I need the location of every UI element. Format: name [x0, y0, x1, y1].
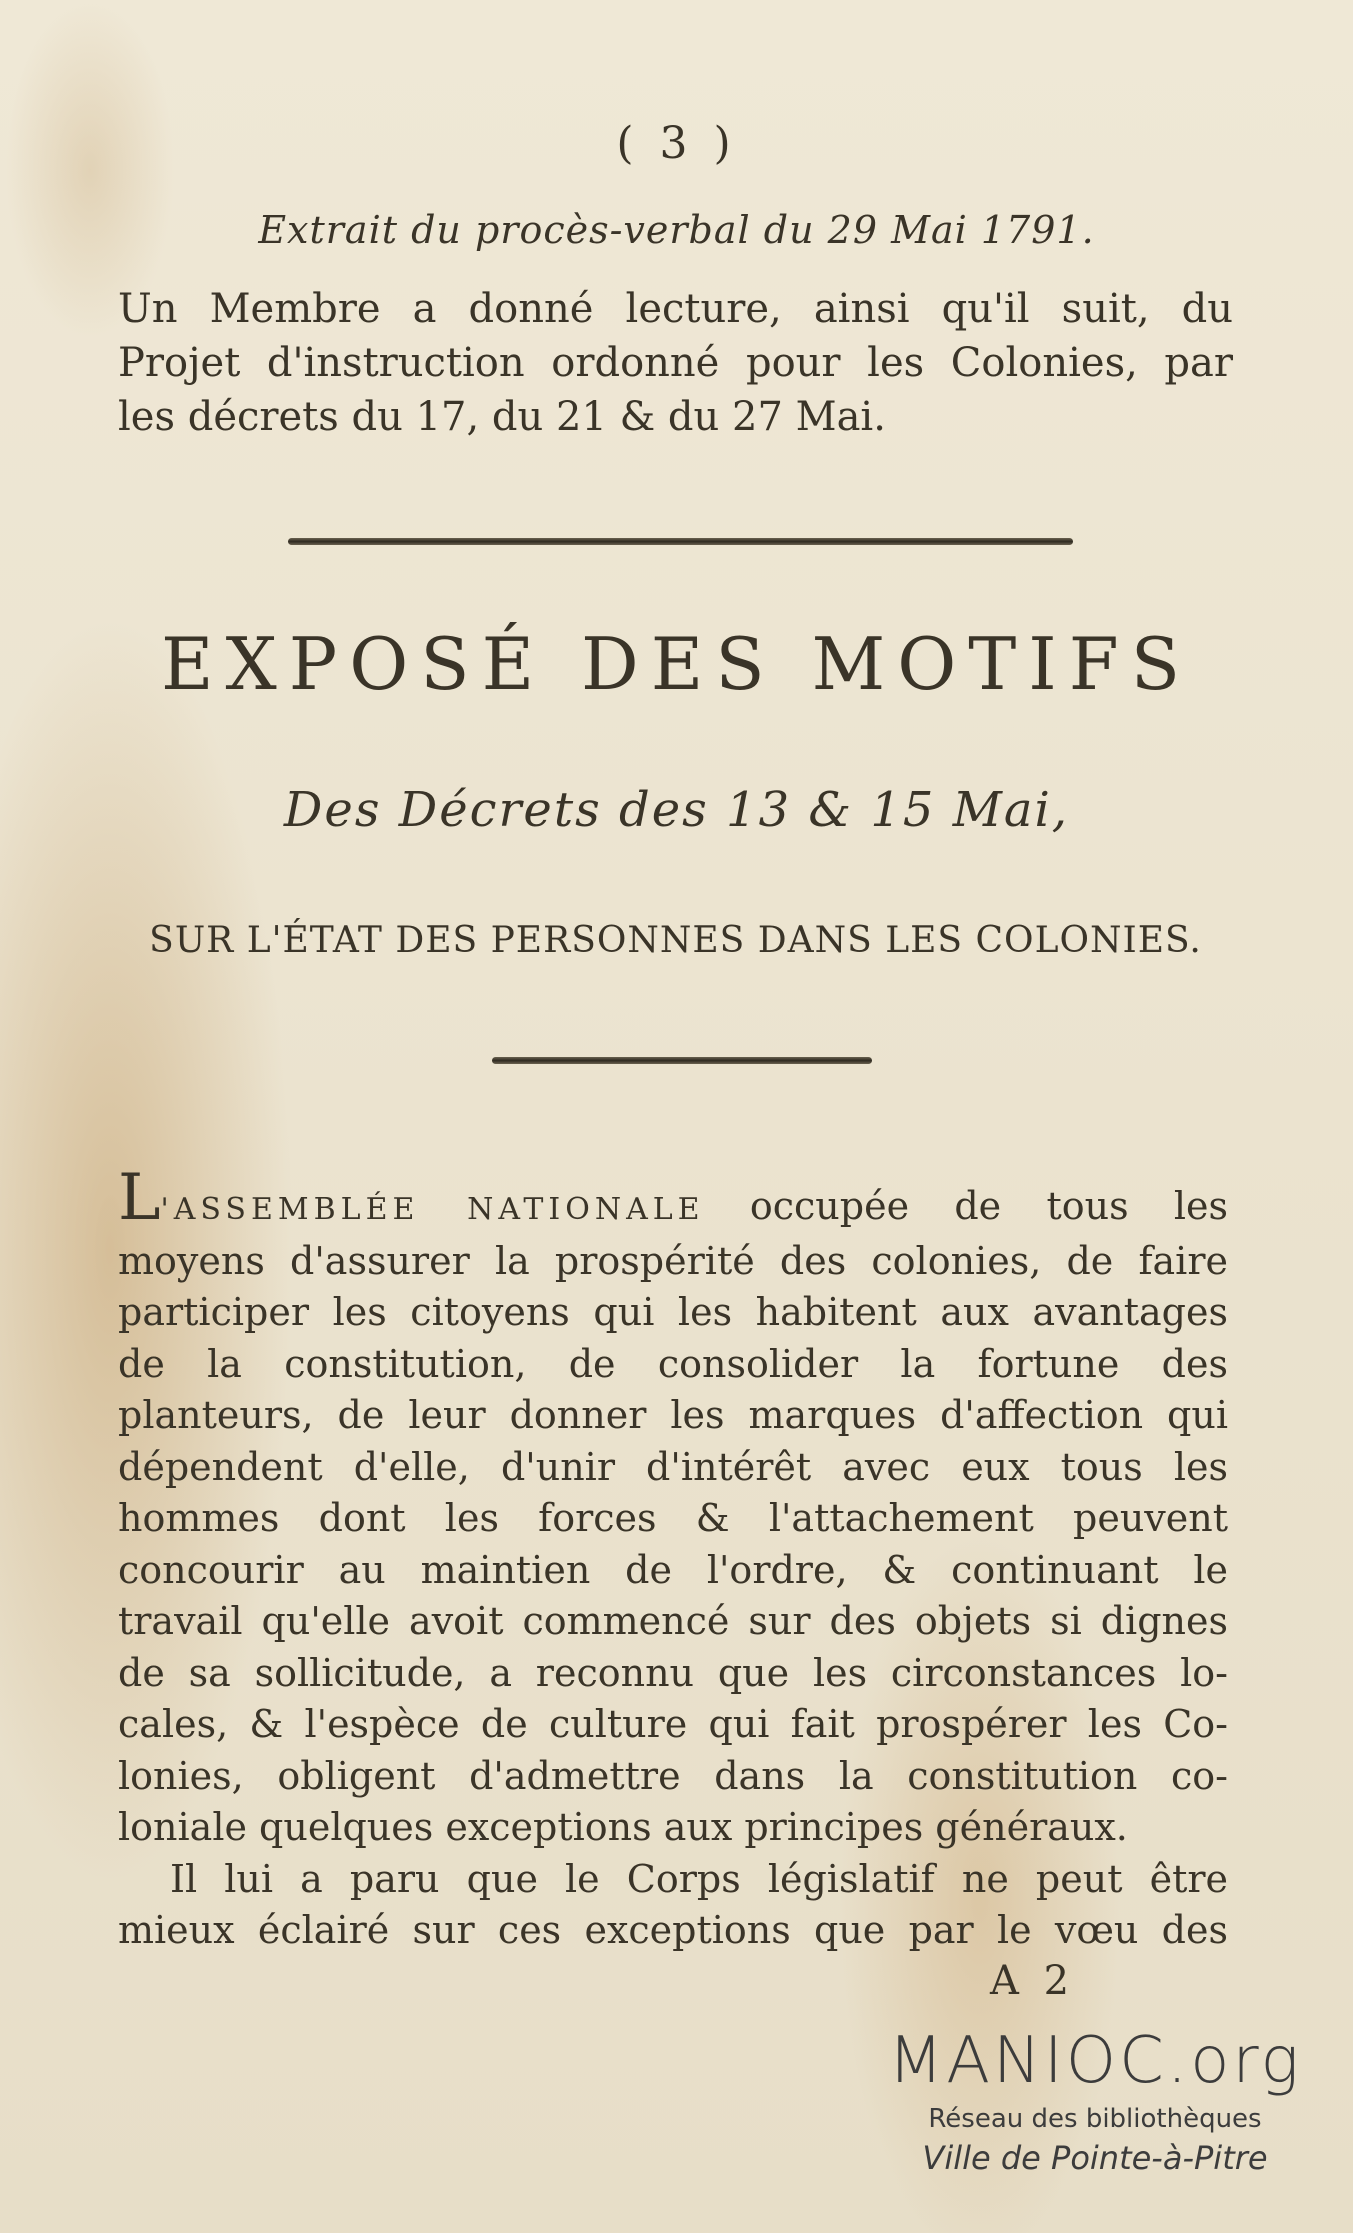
manioc-watermark	[870, 2025, 1320, 2179]
watermark-network: Réseau des bibliothèques	[928, 2104, 1262, 2134]
body-line: lonies, obligent d'admettre dans la constitution co-	[118, 1753, 1228, 1798]
watermark-city: Ville de Pointe-à-Pitre	[922, 2139, 1268, 2177]
small-caps-opening: 'ASSEMBLÉE NATIONALE	[160, 1192, 705, 1227]
body-line: planteurs, de leur donner les marques d'affection qui	[118, 1393, 1228, 1437]
body-line: hommes dont les forces & l'attachement peuvent	[118, 1496, 1228, 1540]
body-line: de la constitution, de consolider la fortune des	[118, 1341, 1228, 1386]
body-line: cales, & l'espèce de culture qui fait prospérer les Co-	[118, 1702, 1228, 1746]
first-line-rest: occupée de tous les	[749, 1184, 1228, 1228]
main-title: EXPOSÉ DES MOTIFS	[160, 622, 1193, 706]
subtitle: Des Décrets des 13 & 15 Mai,	[283, 782, 1070, 838]
body-line: participer les citoyens qui les habitent aux avantages	[118, 1290, 1228, 1334]
section-heading: SUR L'ÉTAT DES PERSONNES DANS LES COLONIES.	[149, 920, 1202, 961]
body-line: mieux éclairé sur ces exceptions que par le vœu des	[118, 1908, 1228, 1952]
extract-heading: Extrait du procès-verbal du 29 Mai 1791.	[258, 208, 1095, 252]
body-line: Il lui a paru que le Corps législatif ne peut être	[170, 1856, 1228, 1901]
body-line: de sa sollicitude, a reconnu que les circonstances lo-	[118, 1650, 1228, 1695]
manioc-logo: MANIOC.org	[888, 2024, 1302, 2098]
drop-cap: L	[118, 1161, 161, 1235]
intro-paragraph	[118, 282, 1233, 444]
body-line: dépendent d'elle, d'unir d'intérêt avec eux tous les	[118, 1444, 1228, 1489]
intro-line: les décrets du 17, du 21 & du 27 Mai.	[118, 394, 886, 440]
body-line: moyens d'assurer la prospérité des colonies, de faire	[118, 1238, 1228, 1283]
ornamental-rule	[288, 538, 1073, 545]
page-number: ( 3 )	[616, 118, 737, 169]
intro-line: Projet d'instruction ordonné pour les Colonies, par	[118, 340, 1233, 386]
body-line: loniale quelques exceptions aux principes généraux.	[118, 1805, 1128, 1849]
body-line: travail qu'elle avoit commencé sur des objets si dignes	[118, 1599, 1228, 1643]
intro-line: Un Membre a donné lecture, ainsi qu'il suit, du	[118, 286, 1233, 332]
ornamental-rule	[492, 1057, 872, 1064]
body-line: concourir au maintien de l'ordre, & continuant le	[118, 1547, 1228, 1592]
body-paragraph	[118, 1161, 1228, 1957]
signature-mark: A 2	[990, 1958, 1076, 2004]
body-first-line	[118, 1161, 1228, 1236]
